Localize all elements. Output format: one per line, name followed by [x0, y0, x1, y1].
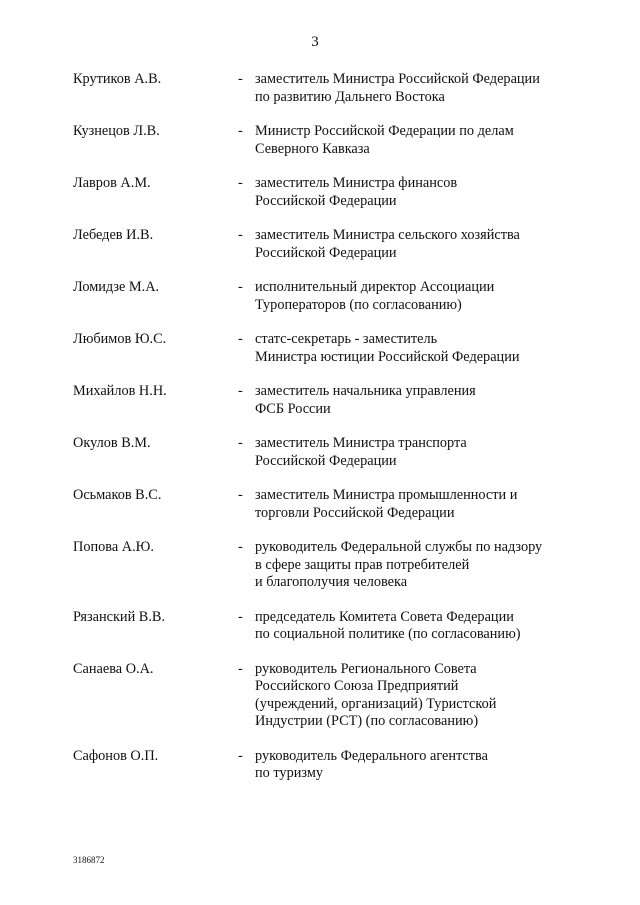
- position-line: Туроператоров (по согласованию): [255, 296, 462, 313]
- member-name: Любимов Ю.С.: [73, 331, 167, 347]
- position-line: статс-секретарь - заместитель: [255, 331, 438, 347]
- document-code: 3186872: [73, 855, 105, 865]
- list-item: [73, 661, 593, 731]
- position-line: Российского Союза Предприятий: [255, 678, 459, 694]
- member-name: Михайлов Н.Н.: [73, 383, 167, 399]
- list-item: [73, 227, 593, 262]
- member-position: [255, 123, 593, 158]
- position-line: заместитель Министра финансов: [255, 175, 458, 191]
- position-line: Российской Федерации: [255, 244, 397, 261]
- separator-dash: -: [238, 71, 243, 87]
- member-name: Лебедев И.В.: [73, 227, 154, 243]
- list-item: [73, 71, 593, 106]
- member-name: Санаева О.А.: [73, 660, 154, 677]
- list-item: [73, 748, 593, 783]
- list-item: [73, 123, 593, 158]
- member-name: Крутиков А.В.: [73, 71, 162, 87]
- member-position: [255, 383, 593, 418]
- member-name: Рязанский В.В.: [73, 608, 166, 625]
- position-line: заместитель Министра транспорта: [255, 435, 467, 451]
- member-position: [255, 227, 593, 262]
- member-position: [255, 748, 593, 783]
- separator-dash: -: [238, 487, 243, 503]
- position-line: по социальной политике (по согласованию): [255, 626, 521, 642]
- member-name: Ломидзе М.А.: [73, 279, 160, 295]
- separator-dash: -: [238, 747, 243, 764]
- member-list: [73, 71, 593, 783]
- separator-dash: -: [238, 539, 243, 555]
- page-number: 3: [311, 34, 319, 50]
- position-line: и благополучия человека: [255, 574, 408, 590]
- member-position: [255, 487, 593, 522]
- position-line: торговли Российской Федерации: [255, 504, 455, 521]
- member-position: [255, 661, 593, 731]
- position-line: исполнительный директор Ассоциации: [255, 279, 495, 295]
- position-line: по развитию Дальнего Востока: [255, 88, 445, 105]
- position-line: председатель Комитета Совета Федерации: [255, 608, 514, 625]
- position-line: руководитель Регионального Совета: [255, 660, 477, 677]
- position-line: заместитель начальника управления: [255, 383, 476, 399]
- separator-dash: -: [238, 227, 243, 243]
- member-position: [255, 539, 593, 592]
- position-line: Российской Федерации: [255, 192, 397, 209]
- position-line: ФСБ России: [255, 400, 331, 417]
- list-item: [73, 609, 593, 644]
- list-item: [73, 331, 593, 366]
- position-line: руководитель Федеральной службы по надзору: [255, 539, 543, 555]
- position-line: Индустрии (РСТ) (по согласованию): [255, 713, 479, 729]
- list-item: [73, 539, 593, 592]
- member-position: [255, 279, 593, 314]
- member-name: Сафонов О.П.: [73, 747, 159, 764]
- separator-dash: -: [238, 279, 243, 295]
- member-name: Окулов В.М.: [73, 435, 151, 451]
- separator-dash: -: [238, 331, 243, 347]
- position-line: заместитель Министра Российской Федерации: [255, 71, 540, 87]
- position-line: руководитель Федерального агентства: [255, 747, 488, 764]
- list-item: [73, 435, 593, 470]
- position-line: по туризму: [255, 765, 324, 781]
- separator-dash: -: [238, 123, 243, 139]
- separator-dash: -: [238, 608, 243, 625]
- member-position: [255, 435, 593, 470]
- list-item: [73, 383, 593, 418]
- member-name: Лавров А.М.: [73, 175, 151, 191]
- position-line: Северного Кавказа: [255, 140, 370, 157]
- position-line: (учреждений, организаций) Туристской: [255, 695, 497, 712]
- separator-dash: -: [238, 660, 243, 677]
- position-line: Министра юстиции Российской Федерации: [255, 348, 520, 365]
- list-item: [73, 487, 593, 522]
- separator-dash: -: [238, 435, 243, 451]
- member-name: Кузнецов Л.В.: [73, 123, 160, 139]
- position-line: заместитель Министра сельского хозяйства: [255, 227, 520, 243]
- position-line: Российской Федерации: [255, 452, 397, 469]
- member-position: [255, 175, 593, 210]
- position-line: в сфере защиты прав потребителей: [255, 556, 470, 573]
- separator-dash: -: [238, 383, 243, 399]
- position-line: Министр Российской Федерации по делам: [255, 123, 514, 139]
- member-name: Попова А.Ю.: [73, 539, 154, 555]
- member-name: Осьмаков В.С.: [73, 487, 162, 503]
- separator-dash: -: [238, 175, 243, 191]
- member-position: [255, 331, 593, 366]
- position-line: заместитель Министра промышленности и: [255, 487, 518, 503]
- list-item: [73, 175, 593, 210]
- list-item: [73, 279, 593, 314]
- member-position: [255, 609, 593, 644]
- member-position: [255, 71, 593, 106]
